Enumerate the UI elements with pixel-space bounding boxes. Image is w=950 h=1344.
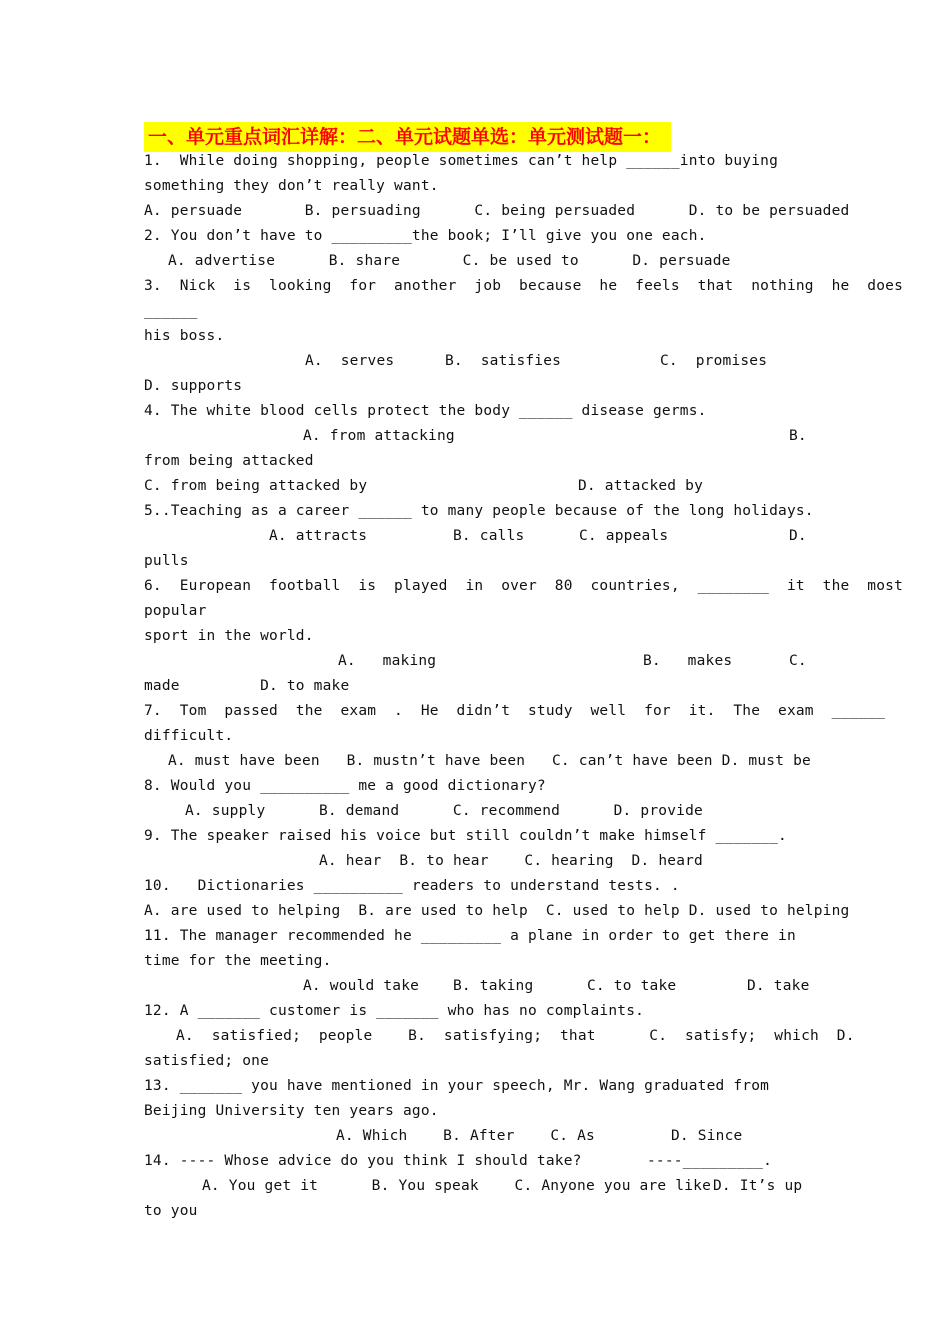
q4-option-b-label: B.	[789, 428, 807, 444]
q11-option-a: A. would take	[303, 978, 420, 994]
q5-option-a: A. attracts	[269, 528, 368, 544]
q13-option-d: D. Since	[671, 1128, 743, 1144]
q4-stem: 4. The white blood cells protect the body ______ disease germs.	[144, 403, 707, 419]
q7-stem: 7. Tom passed the exam . He didn’t study well for it. The exam ______	[144, 703, 886, 719]
q12-option-d: satisfied; one	[144, 1053, 270, 1069]
q12-options: A. satisfied; people B. satisfying; that C. satisfy; which D.	[176, 1028, 855, 1044]
q3-option-c: C. promises	[660, 353, 768, 369]
q3-stem-cont: his boss.	[144, 328, 225, 344]
q4-option-d: D. attacked by	[578, 478, 704, 494]
q13-stem: 13. _______ you have mentioned in your speech, Mr. Wang graduated from	[144, 1078, 770, 1094]
q1-stem-cont: something they don’t really want.	[144, 178, 439, 194]
q6-stem: 6. European football is played in over 80 countries, ________ it the most	[144, 578, 904, 594]
q5-option-d: pulls	[144, 553, 189, 569]
q5-stem: 5..Teaching as a career ______ to many people because of the long holidays.	[144, 503, 814, 519]
q6-option-b: B. makes	[643, 653, 733, 669]
q3-option-a: A. serves	[305, 353, 395, 369]
q6-stem-cont: popular	[144, 603, 207, 619]
q4-option-b: from being attacked	[144, 453, 314, 469]
q14-answer-blank: ----_________.	[647, 1153, 773, 1169]
q5-option-d-label: D.	[789, 528, 807, 544]
q10-options: A. are used to helping B. are used to help C. used to help D. used to helping	[144, 903, 850, 919]
q3-option-b: B. satisfies	[445, 353, 562, 369]
q11-option-c: C. to take	[587, 978, 677, 994]
q14-option-d-cont: to you	[144, 1203, 198, 1219]
q1-stem: 1. While doing shopping, people sometimes can’t help ______into buying	[144, 153, 779, 169]
q13-options: A. Which B. After C. As	[336, 1128, 595, 1144]
q11-option-d: D. take	[747, 978, 810, 994]
q11-stem-cont: time for the meeting.	[144, 953, 332, 969]
q1-options: A. persuade B. persuading C. being persuaded D. to be persuaded	[144, 203, 850, 219]
page-heading: 一、单元重点词汇详解：二、单元试题单选：单元测试题一：	[144, 122, 671, 152]
q4-option-c: C. from being attacked by	[144, 478, 368, 494]
q6-stem-end: sport in the world.	[144, 628, 314, 644]
q4-option-a: A. from attacking	[303, 428, 455, 444]
q9-options: A. hear B. to hear C. hearing D. heard	[319, 853, 703, 869]
q14-option-d: D. It’s up	[713, 1178, 803, 1194]
q13-stem-cont: Beijing University ten years ago.	[144, 1103, 439, 1119]
q10-stem: 10. Dictionaries __________ readers to understand tests. .	[144, 878, 680, 894]
q2-stem: 2. You don’t have to _________the book; I’ll give you one each.	[144, 228, 707, 244]
q8-stem: 8. Would you __________ me a good dictionary?	[144, 778, 546, 794]
q3-option-d: D. supports	[144, 378, 243, 394]
q3-blank: ______	[144, 303, 198, 319]
q5-option-c: C. appeals	[579, 528, 669, 544]
q2-options: A. advertise B. share C. be used to D. persuade	[168, 253, 731, 269]
q14-options: A. You get it B. You speak C. Anyone you are like	[202, 1178, 711, 1194]
q7-stem-cont: difficult.	[144, 728, 234, 744]
q14-stem: 14. ---- Whose advice do you think I should take?	[144, 1153, 582, 1169]
q6-option-a: A. making	[338, 653, 437, 669]
q6-option-c-label: C.	[789, 653, 807, 669]
q6-option-c-d: made D. to make	[144, 678, 350, 694]
q3-stem: 3. Nick is looking for another job because he feels that nothing he does	[144, 278, 904, 294]
q11-stem: 11. The manager recommended he _________ a plane in order to get there in	[144, 928, 796, 944]
q11-option-b: B. taking	[453, 978, 534, 994]
q7-options: A. must have been B. mustn’t have been C. can’t have been D. must be	[168, 753, 811, 769]
q12-stem: 12. A _______ customer is _______ who has no complaints.	[144, 1003, 645, 1019]
q9-stem: 9. The speaker raised his voice but still couldn’t make himself _______.	[144, 828, 787, 844]
q5-option-b: B. calls	[453, 528, 525, 544]
q8-options: A. supply B. demand C. recommend D. provide	[185, 803, 703, 819]
